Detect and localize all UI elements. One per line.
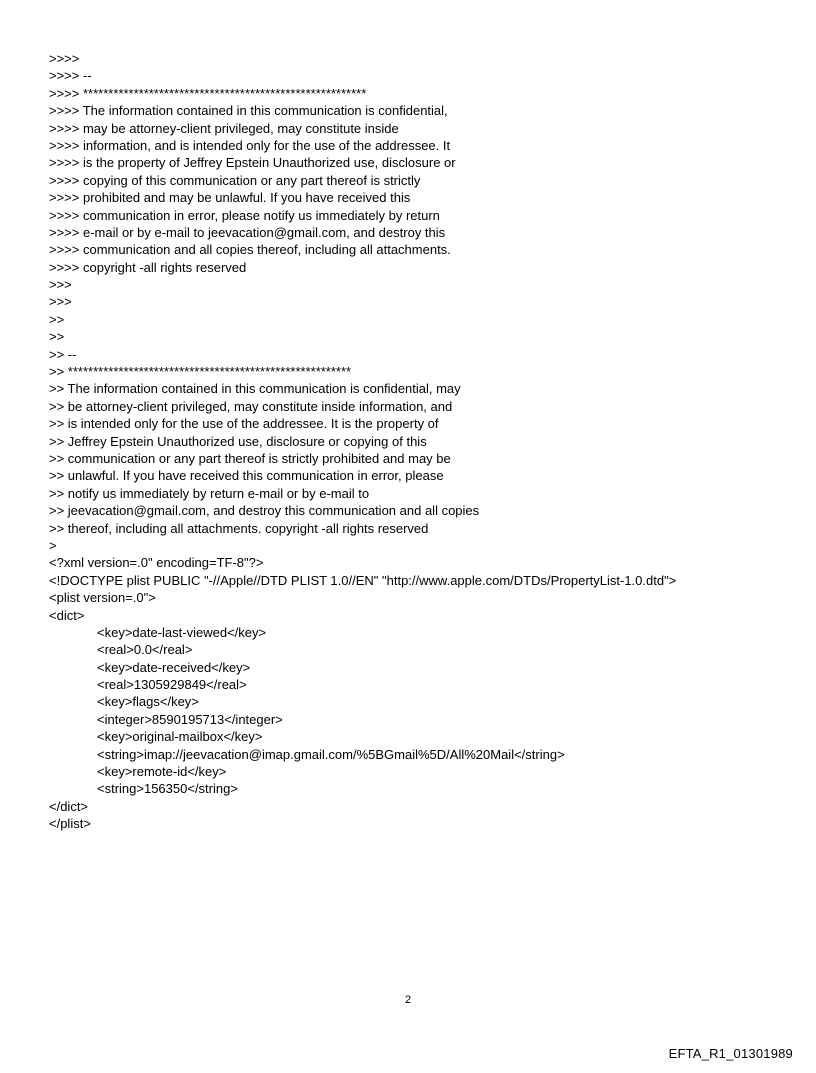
text-line: >> [49, 329, 65, 345]
text-line: <key>original-mailbox</key> [97, 729, 263, 745]
text-line: <string>imap://jeevacation@imap.gmail.com/%5BGmail%5D/All%20Mail</string> [97, 746, 565, 762]
text-line: >>>> copyright -all rights reserved [49, 259, 247, 275]
text-line: >>>> prohibited and may be unlawful. If you have received this [49, 190, 411, 206]
bates-number: EFTA_R1_01301989 [668, 1046, 793, 1061]
text-line: >> jeevacation@gmail.com, and destroy this communication and all copies [49, 503, 480, 519]
text-line: <key>date-received</key> [97, 659, 251, 675]
text-line: <dict> [49, 607, 85, 623]
text-line: <!DOCTYPE plist PUBLIC "-//Apple//DTD PLIST 1.0//EN" "http://www.apple.com/DTDs/PropertyList-1.0.dtd"> [49, 572, 677, 588]
text-line: >> Jeffrey Epstein Unauthorized use, disclosure or copying of this [49, 433, 427, 449]
text-line: >> be attorney-client privileged, may constitute inside information, and [49, 398, 453, 414]
text-line: <real>1305929849</real> [97, 677, 247, 693]
text-line: <key>date-last-viewed</key> [97, 624, 267, 640]
text-line: >>>> may be attorney-client privileged, may constitute inside [49, 120, 399, 136]
text-line: <plist version=.0"> [49, 590, 156, 606]
text-line: >> unlawful. If you have received this communication in error, please [49, 468, 444, 484]
text-line: >> -- [49, 346, 77, 362]
text-line: >>>> information, and is intended only for the use of the addressee. It [49, 137, 451, 153]
text-line: </dict> [49, 798, 89, 814]
text-line: <key>flags</key> [97, 694, 199, 710]
text-line: >>>> [49, 51, 80, 66]
text-line: >> thereof, including all attachments. copyright -all rights reserved [49, 520, 429, 536]
text-line: >> [49, 311, 65, 327]
text-line: >>>> -- [49, 68, 92, 84]
text-line: >>>> is the property of Jeffrey Epstein Unauthorized use, disclosure or [49, 155, 456, 171]
text-line: >>>> communication and all copies thereof, including all attachments. [49, 242, 451, 258]
text-line: >> notify us immediately by return e-mail or by e-mail to [49, 485, 370, 501]
page-number: 2 [404, 994, 412, 1006]
text-line: <key>remote-id</key> [97, 764, 227, 780]
text-line: >> is intended only for the use of the addressee. It is the property of [49, 416, 439, 432]
text-line: >> The information contained in this communication is confidential, may [49, 381, 461, 397]
text-line: >> communication or any part thereof is strictly prohibited and may be [49, 450, 451, 466]
text-line: <integer>8590195713</integer> [97, 711, 283, 727]
text-line: >> ******************************************************** [49, 364, 352, 380]
text-line: >>>> copying of this communication or any part thereof is strictly [49, 172, 421, 188]
text-line: > [49, 537, 57, 553]
text-line: <?xml version=.0" encoding=TF-8"?> [49, 555, 264, 571]
text-line: >>> [49, 294, 72, 310]
text-line: <string>156350</string> [97, 781, 238, 797]
text-line: </plist> [49, 816, 91, 832]
text-line: >>>> communication in error, please notify us immediately by return [49, 207, 440, 223]
document-body [49, 50, 789, 833]
text-line: >>>> ******************************************************** [49, 85, 367, 101]
text-line: <real>0.0</real> [97, 642, 193, 658]
text-line: >>>> The information contained in this communication is confidential, [49, 103, 448, 119]
text-line: >>>> e-mail or by e-mail to jeevacation@gmail.com, and destroy this [49, 224, 446, 240]
text-line: >>> [49, 277, 72, 293]
